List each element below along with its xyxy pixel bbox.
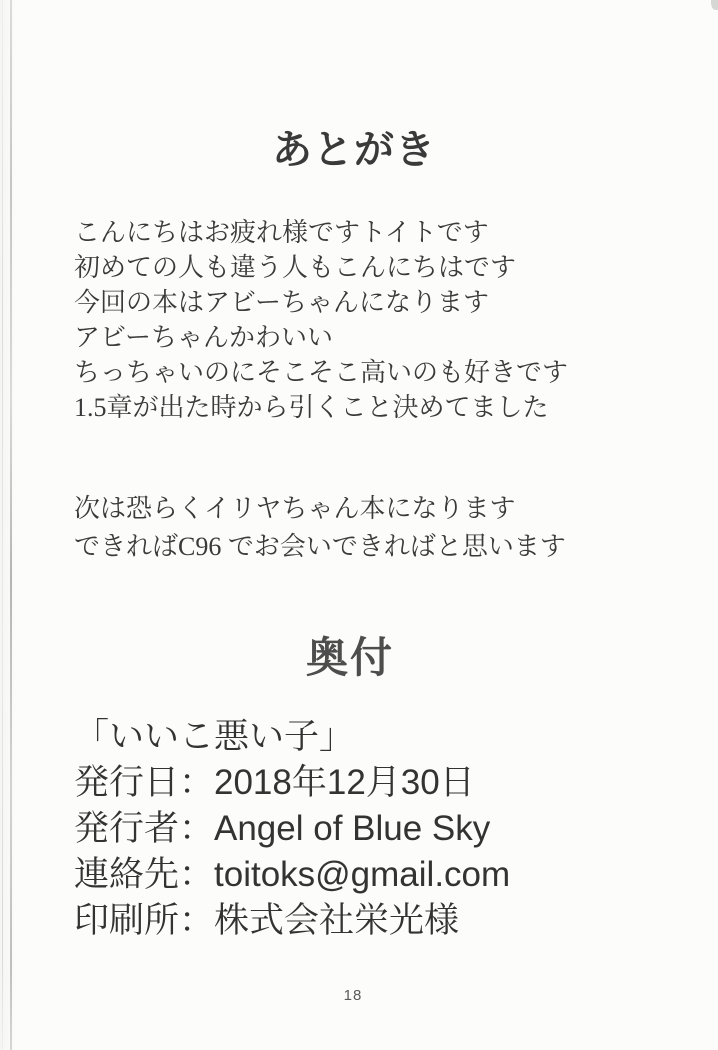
afterword-line: 次は恐らくイリヤちゃん本になります	[74, 494, 516, 523]
publisher-line: 発行者：Angel of Blue Sky	[74, 809, 491, 848]
printer-line: 印刷所：株式会社栄光様	[74, 901, 460, 940]
page-number: 18	[343, 987, 363, 1004]
book-title-line: 「いいこ悪い子」	[74, 717, 355, 756]
afterword-line: 1.5章が出た時から引くこと決めてました	[74, 393, 549, 422]
colophon-title: 奥付	[305, 634, 394, 681]
afterword-line: ちっちゃいのにそこそこ高いのも好きです	[74, 358, 569, 387]
contact-email-line: 連絡先：toitoks@gmail.com	[74, 855, 511, 894]
colophon-block	[74, 714, 510, 944]
scan-corner-speck	[711, 0, 718, 10]
afterword-paragraph-2	[74, 490, 566, 565]
afterword-line: できればC96 でお会いできればと思います	[74, 531, 566, 561]
afterword-paragraph-1	[74, 215, 568, 425]
afterword-line: アビーちゃんかわいい	[74, 323, 333, 352]
publish-date-line: 発行日：2018年12月30日	[74, 763, 475, 802]
afterword-title: あとがき	[272, 127, 436, 172]
afterword-line: 今回の本はアビーちゃんになります	[74, 288, 489, 317]
afterword-line: 初めての人も違う人もこんにちはです	[74, 253, 517, 282]
afterword-line: こんにちはお疲れ様ですトイトです	[74, 218, 489, 247]
